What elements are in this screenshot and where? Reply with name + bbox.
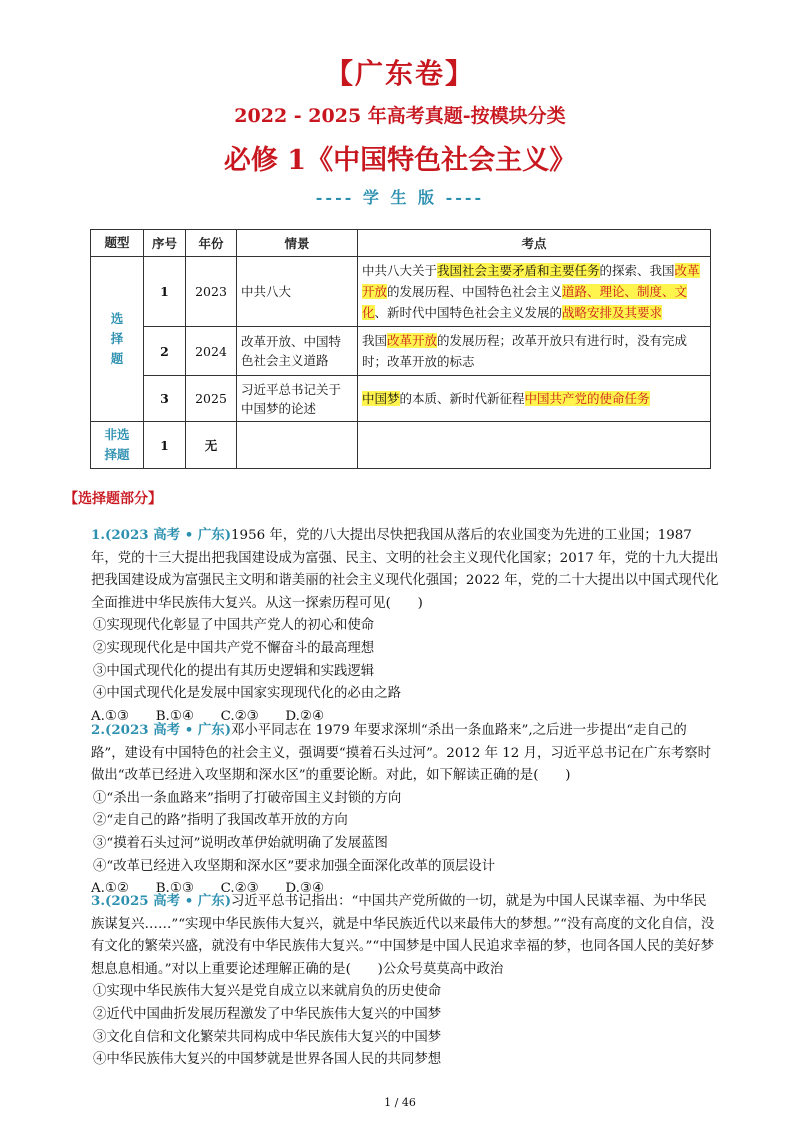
header-year: 年份 xyxy=(186,230,237,257)
page-number: 1 / 46 xyxy=(384,1096,416,1109)
answer-choices: A.①③ B.①④ C.②③ D.②④ xyxy=(91,708,324,724)
question-text: 1956 年，党的八大提出尽快把我国从落后的农业国变为先进的工业国；1987 年，党的十三大提出把我国建设成为富强、民主、文明的社会主义现代化国家；2017 年，党的十九大提出把我国建设成为富强民主文明和谐美丽的社会主义现代化强国；2022 年，党的二十大提出以中国式现代化全面推进中华民族伟大复兴。从这一探索历程可见( ) xyxy=(91,528,719,611)
overview-table xyxy=(90,229,711,469)
option: ②近代中国曲折发展历程激发了中华民族伟大复兴的中国梦 xyxy=(93,1006,442,1022)
header-type: 题型 xyxy=(91,230,144,257)
point-highlight: 道路、理论、制度、文化 xyxy=(362,284,688,320)
row-year: 无 xyxy=(186,422,237,469)
question-number: 1. xyxy=(91,527,105,543)
header-scene: 情景 xyxy=(237,230,358,257)
edition-label: ---- 学 生 版 ---- xyxy=(315,188,485,207)
option: ②“走自己的路”指明了我国改革开放的方向 xyxy=(93,813,348,829)
row-year: 2025 xyxy=(186,376,237,422)
option: ③文化自信和文化繁荣共同构成中华民族伟大复兴的中国梦 xyxy=(93,1029,442,1045)
header-point: 考点 xyxy=(358,230,711,257)
point-highlight: 战略安排及其要求 xyxy=(562,305,663,320)
question-text: 邓小平同志在 1979 年要求深圳“杀出一条血路来”,之后进一步提出“走自己的路”，建设有中国特色的社会主义，强调要“摸着石头过河”。2012 年 12 月，习近平总书记在广东考察时做出“改革已经进入攻坚期和深水区”的重要论断。对此，如下解读正确的是( ) xyxy=(91,723,712,784)
row-scene: 改革开放、中国特色社会主义道路 xyxy=(237,327,358,376)
option: ④中国式现代化是发展中国家实现现代化的必由之路 xyxy=(93,686,401,702)
row-number: 1 xyxy=(144,257,186,327)
point-highlight: 改革开放 xyxy=(387,333,438,348)
option: ②实现现代化是中国共产党不懈奋斗的最高理想 xyxy=(93,640,375,656)
row-point xyxy=(358,422,711,469)
row-number: 1 xyxy=(144,422,186,469)
point-highlight: 我国社会主要矛盾和主要任务 xyxy=(437,263,600,278)
question-stem xyxy=(91,719,719,788)
point-highlight: 中国共产党的使命任务 xyxy=(524,391,650,406)
option: ③中国式现代化的提出有其历史逻辑和实践逻辑 xyxy=(93,663,375,679)
row-scene xyxy=(237,422,358,469)
option: ③“摸着石头过河”说明改革伊始就明确了发展蓝图 xyxy=(93,835,388,851)
point-text: 的发展历程；改革开放只有进行时，没有完成时；改革开放的标志 xyxy=(362,333,688,369)
question-source: (2023 高考 • 广东) xyxy=(104,527,232,543)
answer-choices: A.①② B.①③ C.②③ D.③④ xyxy=(91,881,324,897)
table-header-row xyxy=(91,230,711,257)
table-row xyxy=(91,422,711,469)
point-text: 中共八大关于 xyxy=(362,263,438,278)
option: ④“改革已经进入攻坚期和深水区”要求加强全面深化改革的顶层设计 xyxy=(93,858,496,874)
row-scene: 中共八大 xyxy=(237,257,358,327)
row-number: 3 xyxy=(144,376,186,422)
question-source: (2025 高考 • 广东) xyxy=(104,893,232,909)
row-year: 2023 xyxy=(186,257,237,327)
point-text: 我国 xyxy=(362,333,388,348)
question-source: (2023 高考 • 广东) xyxy=(104,722,232,738)
table-row xyxy=(91,376,711,422)
question-2 xyxy=(91,719,719,901)
row-year: 2024 xyxy=(186,327,237,376)
point-text: 的发展历程、中国特色社会主义 xyxy=(387,284,563,299)
question-stem xyxy=(91,890,719,981)
question-number: 3. xyxy=(91,893,105,909)
type-choice-label: 选择题 xyxy=(110,311,124,366)
module-title: 必修 1《中国特色社会主义》 xyxy=(223,145,577,176)
option: ①实现现代化彰显了中国共产党人的初心和使命 xyxy=(93,618,375,634)
row-number: 2 xyxy=(144,327,186,376)
point-highlight: 改革开放 xyxy=(362,263,700,299)
question-text: 习近平总书记指出：“中国共产党所做的一切，就是为中国人民谋幸福、为中华民族谋复兴……”“实现中华民族伟大复兴，就是中华民族近代以来最伟大的梦想。”“没有高度的文化自信，没有文化的繁荣兴盛，就没有中华民族伟大复兴。”“中国梦是中国人民追求幸福的梦，也同各国人民的美好梦想息息相通。”对以上重要论述理解正确的是( )公众号莫莫高中政治 xyxy=(91,894,715,977)
option: ④中华民族伟大复兴的中国梦就是世界各国人民的共同梦想 xyxy=(93,1052,442,1068)
point-text: 的本质、新时代新征程 xyxy=(399,391,525,406)
province-title: 【广东卷】 xyxy=(324,57,475,90)
row-scene: 习近平总书记关于中国梦的论述 xyxy=(237,376,358,422)
section-title: 【选择题部分】 xyxy=(64,491,162,507)
subtitle-years: 2022 - 2025 年高考真题-按模块分类 xyxy=(234,105,566,127)
question-number: 2. xyxy=(91,722,105,738)
question-1 xyxy=(91,524,719,728)
point-text: 、新时代中国特色社会主义发展的 xyxy=(374,305,563,320)
header-number: 序号 xyxy=(144,230,186,257)
type-cell-choice xyxy=(91,257,144,422)
type-cell-nonchoice xyxy=(91,422,144,469)
question-stem xyxy=(91,524,719,615)
table-row xyxy=(91,327,711,376)
point-text: 的探索、我国 xyxy=(599,263,675,278)
table-row xyxy=(91,257,711,327)
option: ①实现中华民族伟大复兴是党自成立以来就肩负的历史使命 xyxy=(93,984,442,1000)
option: ①“杀出一条血路来”指明了打破帝国主义封锁的方向 xyxy=(93,790,402,806)
row-point xyxy=(358,327,711,376)
row-point xyxy=(358,257,711,327)
point-highlight: 中国梦 xyxy=(362,391,400,406)
type-nonchoice-label: 非选择题 xyxy=(104,427,130,462)
row-point xyxy=(358,376,711,422)
question-3 xyxy=(91,890,719,1072)
